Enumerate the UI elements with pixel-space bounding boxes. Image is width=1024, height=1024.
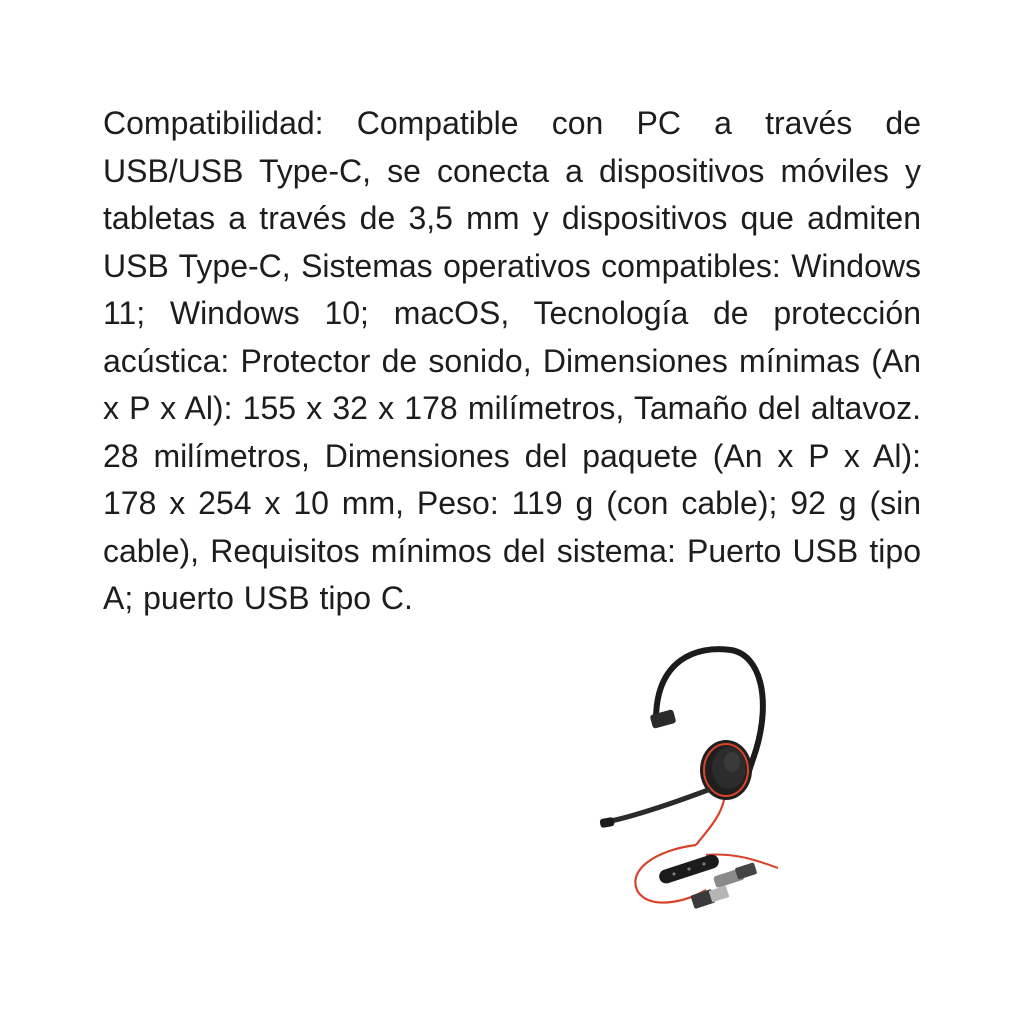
microphone-boom — [606, 790, 708, 822]
usb-a-metal — [709, 886, 730, 903]
headset-icon — [596, 640, 786, 930]
cable-upper — [696, 800, 724, 845]
usb-c-housing — [735, 862, 758, 880]
ear-cup-highlight — [724, 752, 740, 772]
microphone-tip — [599, 817, 614, 828]
product-description-text: Compatibilidad: Compatible con PC a través de USB/USB Type-C, se conecta a dispositivos móviles y tabletas a través de 3,5 mm y dispositivos que admiten USB Type-C, Sistemas operativos compatibles: Windows 11; Windows 10; macOS, Tecnología de protección acústica: Protector de sonido, Dimensiones mínimas (An x P x Al): 155 x 32 x 178 milímetros, Tamaño del altavoz. 28 milímetros, Dimensiones del paquete (An x P x Al): 178 x 254 x 10 mm, Peso: 119 g (con cable); 92 g (sin cable), Requisitos mínimos del sistema: Puerto USB tipo A; puerto USB tipo C. — [103, 105, 921, 616]
control-button-3 — [702, 862, 705, 865]
control-button-2 — [687, 867, 690, 870]
control-button-1 — [672, 872, 675, 875]
